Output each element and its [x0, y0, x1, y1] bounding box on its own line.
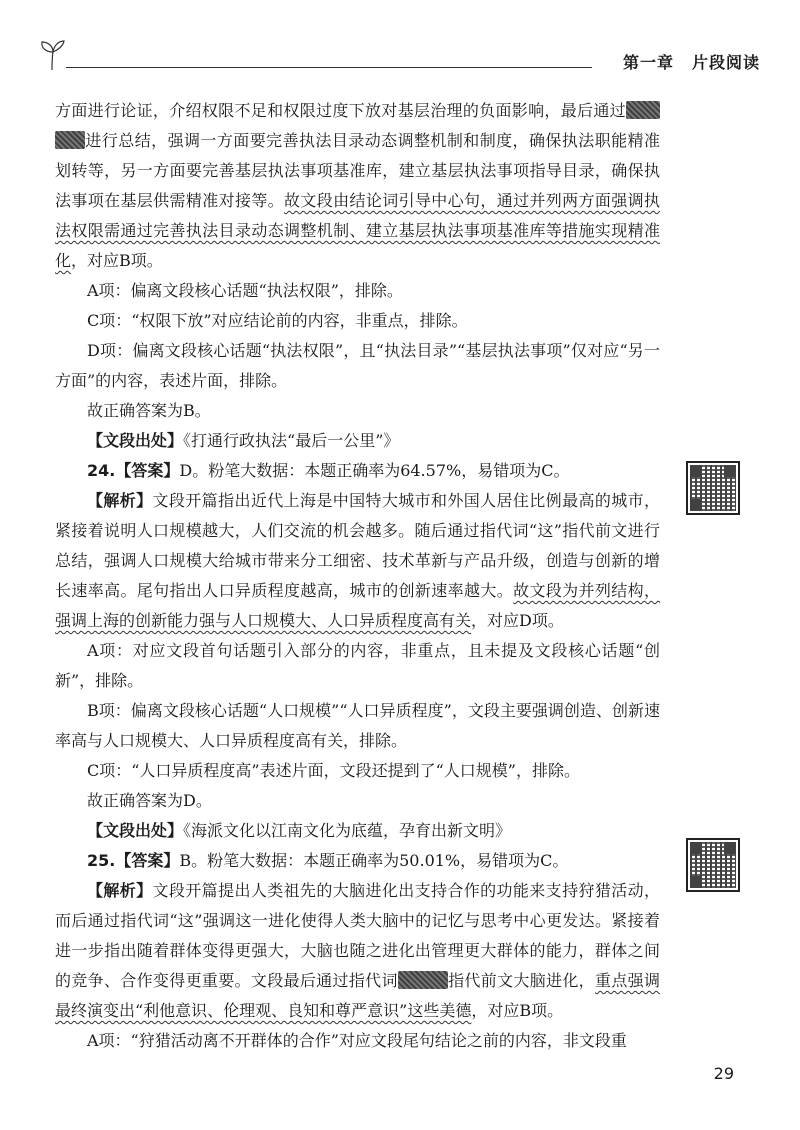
paragraph	[55, 396, 660, 426]
text-run: 《海派文化以江南文化为底蕴，孕育出新文明》	[183, 821, 512, 840]
section-label: 片段阅读	[691, 53, 760, 72]
paragraph	[55, 786, 660, 816]
page-header	[38, 38, 760, 78]
paragraph	[55, 816, 660, 846]
section-label: 【解析】	[87, 881, 153, 900]
redacted-mark	[398, 971, 448, 989]
paragraph	[55, 456, 660, 486]
section-label: 【解析】	[87, 491, 153, 510]
text-run: 指代前文大脑进化，	[447, 971, 596, 990]
text-run: ，对应D项。	[471, 611, 564, 630]
text-run: A项：对应文段首句话题引入部分的内容，非重点，且未提及文段核心话题“创新”，排除。	[55, 641, 660, 690]
qr-code-icon[interactable]	[686, 461, 740, 515]
text-run: 文段开篇指出近代上海是中国特大城市和外国人居住比例最高的城市，紧接着说明人口规模越大，人们交流的机会越多。随后通过指代词“这”指代前文进行总结，强调人口规模大给城市带来分工细密、技术革新与产品升级，创造与创新的增长速率高。尾句指出人口异质程度越高，城市的创新速率越大。	[55, 491, 660, 600]
highlighted-text: 重点强调最终演变出“利他意识、伦理观、良知和尊严意识”这些美德	[55, 971, 660, 1020]
highlighted-text: 故文段为并列结构，强调上海的创新能力强与人口规模大、人口异质程度高有关	[55, 581, 660, 630]
redacted-mark	[626, 101, 660, 119]
section-label: 25.【答案】	[87, 851, 180, 870]
page-body	[55, 96, 660, 1056]
paragraph	[55, 486, 660, 636]
header-rule	[66, 67, 592, 68]
text-run: A项：“狩猎活动离不开群体的合作”对应文段尾句结论之前的内容，非文段重	[87, 1031, 627, 1050]
paragraph	[55, 306, 660, 336]
text-run: 文段开篇提出人类祖先的大脑进化出支持合作的功能来支持狩猎活动，而后通过指代词“这”强调这一进化使得人类大脑中的记忆与思考中心更发达。紧接着进一步指出随着群体变得更强大，大脑也随之进化出管理更大群体的能力，群体之间的竞争、合作变得更重要。文段最后通过指代词	[55, 881, 660, 990]
paragraph	[55, 846, 660, 876]
text-run: D。粉笔大数据：本题正确率为64.57%，易错项为C。	[179, 461, 570, 480]
qr-code-icon[interactable]	[686, 838, 740, 892]
highlighted-text: 故文段由结论词引导中心句，通过并列两方面强调执法权限需通过完善执法目录动态调整机制、建立基层执法事项基准库等措施实现精准化	[55, 191, 660, 270]
text-run: C项：“权限下放”对应结论前的内容，非重点，排除。	[87, 311, 468, 330]
page-number: 29	[713, 1064, 734, 1083]
section-label: 24.【答案】	[87, 461, 180, 480]
section-label: 【文段出处】	[87, 821, 184, 840]
text-run: A项：偏离文段核心话题“执法权限”，排除。	[87, 281, 403, 300]
chapter-label: 第一章	[622, 53, 674, 72]
text-run: 《打通行政执法“最后一公里”》	[183, 431, 400, 450]
text-run: B项：偏离文段核心话题“人口规模”“人口异质程度”，文段主要强调创造、创新速率高与人口规模大、人口异质程度高有关，排除。	[55, 701, 660, 750]
paragraph	[55, 756, 660, 786]
sprout-icon	[38, 38, 68, 72]
paragraph	[55, 426, 660, 456]
paragraph	[55, 876, 660, 1026]
paragraph	[55, 276, 660, 306]
text-run: 进行总结，强调一方面要完善执法目录动态调整机制和制度，确保执法职能精准划转等，另一方面要完善基层执法事项基准库，建立基层执法事项指导目录，确保执法事项在基层供需精准对接等。	[55, 131, 660, 210]
text-run: 故正确答案为B。	[87, 401, 211, 420]
text-run: D项：偏离文段核心话题“执法权限”，且“执法目录”“基层执法事项”仅对应“另一方面”的内容，表述片面，排除。	[55, 341, 660, 390]
redacted-mark	[55, 131, 85, 149]
paragraph	[55, 636, 660, 696]
text-run: ，对应B项。	[471, 1001, 564, 1020]
paragraph	[55, 336, 660, 396]
paragraph	[55, 96, 660, 276]
text-run: 方面进行论证，介绍权限不足和权限过度下放对基层治理的负面影响，最后通过	[55, 101, 626, 120]
section-label: 【文段出处】	[87, 431, 184, 450]
text-run: C项：“人口异质程度高”表述片面，文段还提到了“人口规模”，排除。	[87, 761, 580, 780]
chapter-heading	[623, 50, 760, 73]
paragraph	[55, 696, 660, 756]
text-run: 故正确答案为D。	[87, 791, 212, 810]
text-run: ，对应B项。	[71, 251, 163, 270]
text-run: B。粉笔大数据：本题正确率为50.01%，易错项为C。	[179, 851, 569, 870]
paragraph	[55, 1026, 660, 1056]
